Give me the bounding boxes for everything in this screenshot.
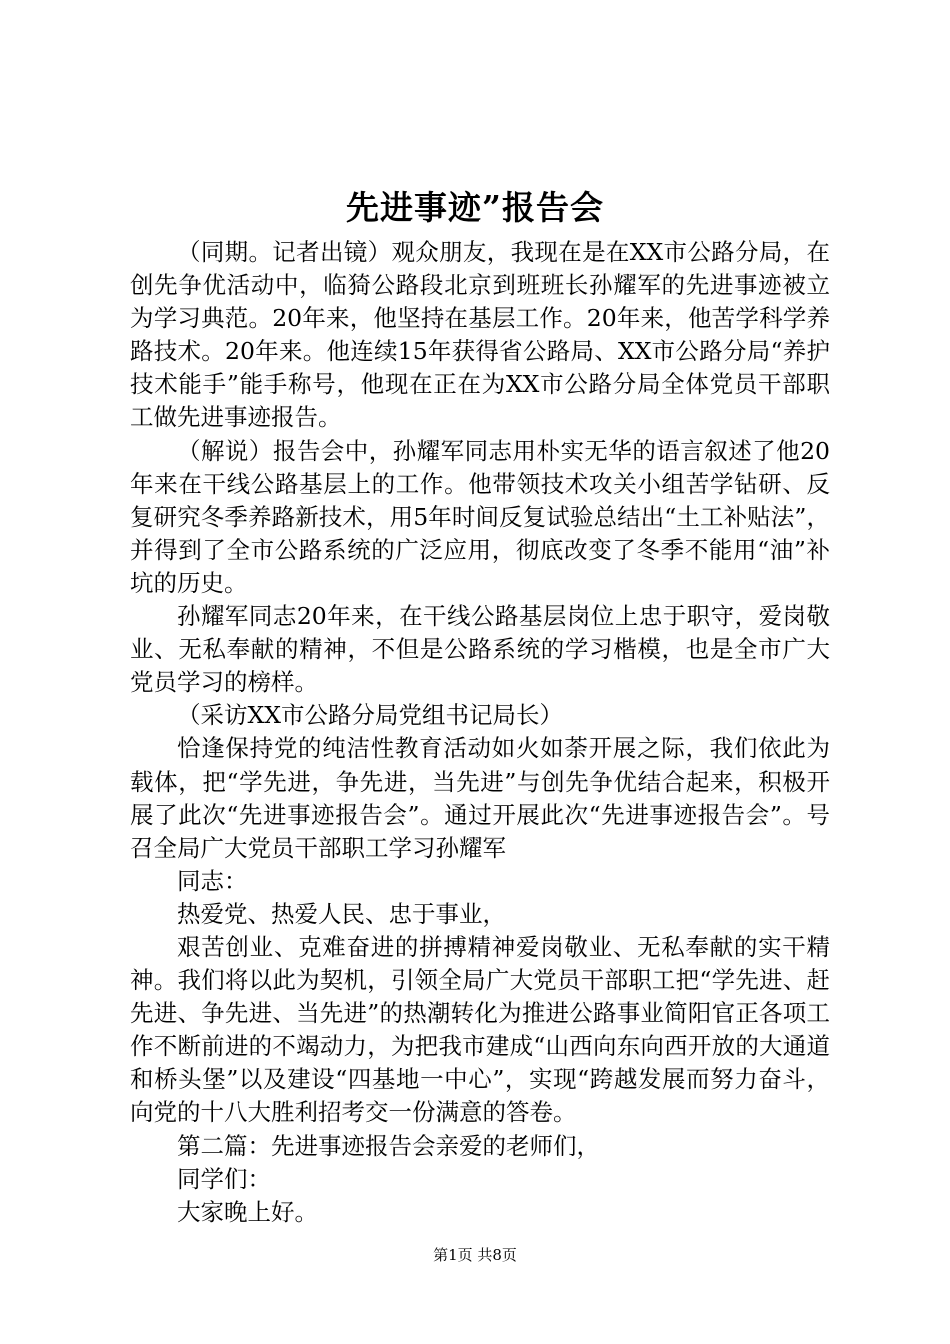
paragraph: 孙耀军同志20年来，在干线公路基层岗位上忠于职守，爱岗敬业、无私奉献的精神，不但是公路系统的学习楷模，也是全市广大党员学习的榜样。 xyxy=(130,602,830,697)
paragraph: 同志： xyxy=(177,866,248,895)
paragraph: 同学们： xyxy=(177,1164,271,1193)
paragraph: 艰苦创业、克难奋进的拼搏精神爱岗敬业、无私奉献的实干精神。我们将以此为契机，引领全局广大党员干部职工把“学先进、赶先进、争先进、当先进”的热潮转化为推进公路事业简阳官正各项工作不断前进的不竭动力，为把我市建成“山西向东向西开放的大通道和桥头堡”以及建设“四基地一中心”，实现“跨越发展而努力奋斗，向党的十八大胜利招考交一份满意的答卷。 xyxy=(130,932,830,1127)
paragraph: 大家晚上好。 xyxy=(177,1197,318,1226)
paragraph: 恰逢保持党的纯洁性教育活动如火如荼开展之际，我们依此为载体，把“学先进，争先进，当先进”与创先争优结合起来，积极开展了此次“先进事迹报告会”。通过开展此次“先进事迹报告会”。号召全局广大党员干部职工学习孙耀军 xyxy=(130,734,830,862)
paragraph: （解说）报告会中，孙耀军同志用朴实无华的语言叙述了他20年来在干线公路基层上的工作。他带领技术攻关小组苦学钻研、反复研究冬季养路新技术，用5年时间反复试验总结出“土工补贴法”，并得到了全市公路系统的广泛应用，彻底改变了冬季不能用“油”补坑的历史。 xyxy=(130,436,830,597)
paragraph: （同期。记者出镜）观众朋友，我现在是在XX市公路分局，在创先争优活动中，临猗公路段北京到班班长孙耀军的先进事迹被立为学习典范。20年来，他坚持在基层工作。20年来，他苦学科学养路技术。20年来。他连续15年获得省公路局、XX市公路分局“养护技术能手”能手称号，他现在正在为XX市公路分局全体党员干部职工做先进事迹报告。 xyxy=(130,238,830,432)
paragraph: 第二篇：先进事迹报告会亲爱的老师们， xyxy=(177,1131,600,1160)
page-footer: 第1页 共8页 xyxy=(433,1246,517,1264)
document-body xyxy=(130,236,830,1229)
paragraph: 热爱党、热爱人民、忠于事业， xyxy=(177,899,506,928)
paragraph: （采访XX市公路分局党组书记局长） xyxy=(177,701,563,730)
document-title: 先进事迹”报告会 xyxy=(346,188,604,227)
